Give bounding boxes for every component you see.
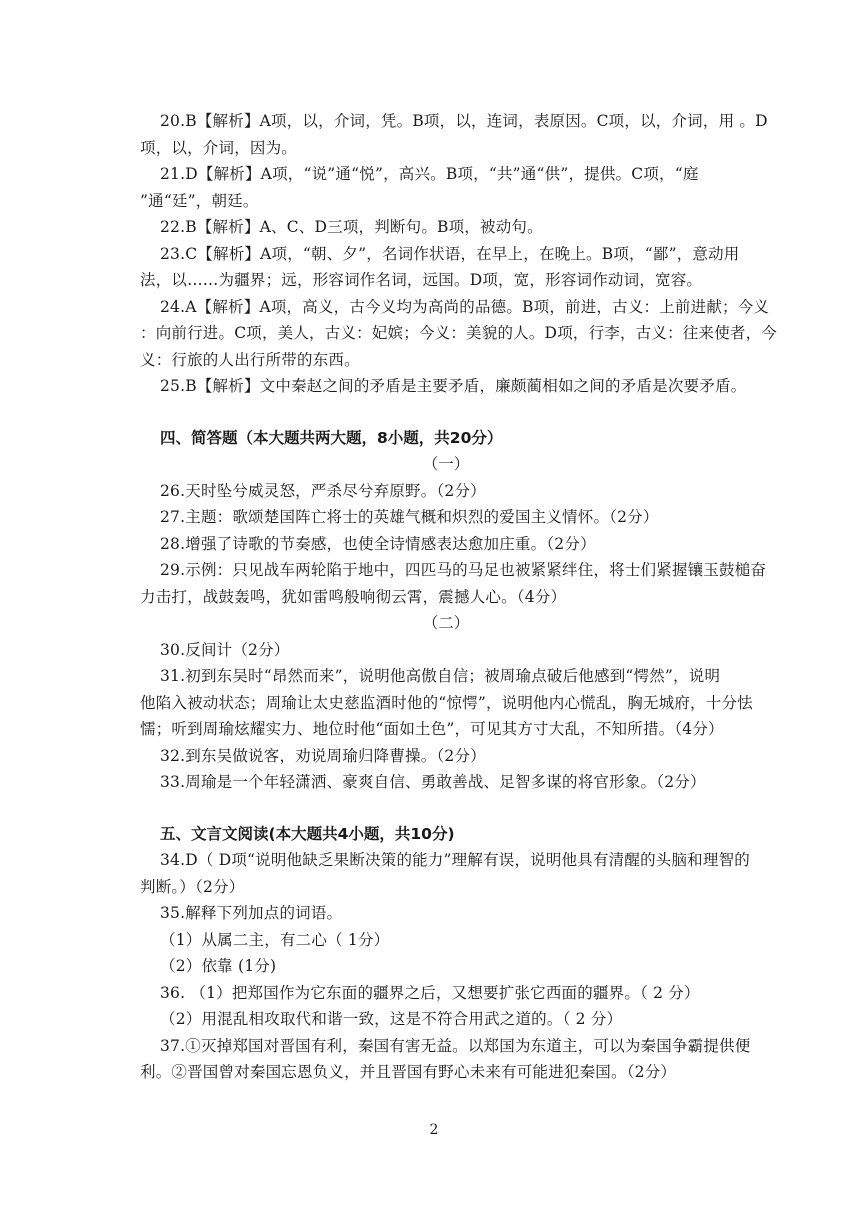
answer-24-line-2: ：向前行进。C项，美人，古义：妃嫔；今义：美貌的人。D项，行李，古义：往来使者，今 bbox=[140, 324, 777, 342]
answer-21-line-2: ”通“廷”，朝廷。 bbox=[140, 191, 259, 210]
section-4-part-1-label: （一） bbox=[422, 455, 470, 473]
answer-22-line-1: 22.B【解析】A、C、D三项，判断句。B项，被动句。 bbox=[160, 218, 543, 236]
answer-34-line-1: 34.D（ D项“说明他缺乏果断决策的能力”理解有误，说明他具有清醒的头脑和理智的 bbox=[160, 851, 750, 869]
answer-23-line-1: 23.C【解析】A项，“朝、夕”，名词作状语，在早上，在晚上。B项，“鄙”，意动用 bbox=[160, 244, 740, 263]
answer-31-line-2: 他陷入被动状态；周瑜让太史慈监酒时他的“惊愕”，说明他内心慌乱，胸无城府，十分怯 bbox=[140, 693, 753, 712]
answer-35-item-2: （2）依靠 (1分) bbox=[160, 957, 277, 975]
answer-32-line-1: 32.到东吴做说客，劝说周瑜归降曹操。（2分） bbox=[160, 746, 486, 765]
answer-27-line-1: 27.主题：歌颂楚国阵亡将士的英雄气概和炽烈的爱国主义情怀。（2分） bbox=[160, 508, 659, 526]
page-number: 2 bbox=[429, 1122, 439, 1138]
answer-31-line-1: 31.初到东吴时“昂然而来”，说明他高傲自信；被周瑜点破后他感到“愕然”，说明 bbox=[160, 667, 721, 685]
answer-37-line-1: 37.①灭掉郑国对晋国有利，秦国有害无益。以郑国为东道主，可以为秦国争霸提供便 bbox=[160, 1036, 751, 1055]
answer-30-line-1: 30.反间计（2分） bbox=[160, 640, 290, 659]
answer-35-item-1: （1）从属二主，有二心（ 1分） bbox=[160, 930, 390, 949]
answer-content bbox=[140, 108, 777, 1086]
answer-31-line-3: 懦；听到周瑜炫耀实力、地位时他“面如土色”，可见其方寸大乱，不知所措。（4分） bbox=[140, 720, 724, 738]
section-5-heading: 五、文言文阅读(本大题共4小题，共10分) bbox=[160, 824, 455, 843]
answer-20-line-1: 20.B【解析】A项，以，介词，凭。B项，以，连词，表原因。C项，以，介词，用 。D bbox=[160, 112, 768, 130]
answer-24-line-1: 24.A【解析】A项，高义，古今义均为高尚的品德。B项，前进，古义：上前进献；今义 bbox=[160, 297, 770, 316]
answer-35-line-1: 35.解释下列加点的词语。 bbox=[160, 904, 343, 922]
answer-29-line-2: 力击打，战鼓轰鸣，犹如雷鸣般响彻云霄，震撼人心。（4分） bbox=[140, 587, 567, 606]
answer-24-line-3: 义：行旅的人出行所带的东西。 bbox=[140, 350, 360, 369]
section-4-heading: 四、简答题（本大题共两大题，8小题，共20分） bbox=[160, 428, 503, 447]
section-4-part-2-label: （二） bbox=[422, 614, 470, 632]
answer-28-line-1: 28.增强了诗歌的节奏感，也使全诗情感表达愈加庄重。（2分） bbox=[160, 534, 596, 553]
answer-25-line-1: 25.B【解析】文中秦赵之间的矛盾是主要矛盾，廉颇蔺相如之间的矛盾是次要矛盾。 bbox=[160, 377, 747, 395]
answer-34-line-2: 判断。）（2分） bbox=[140, 877, 245, 896]
answer-20-line-2: 项，以，介词，因为。 bbox=[140, 138, 298, 157]
answer-21-line-1: 21.D【解析】A项，“说”通“悦”，高兴。B项，“共”通“供”，提供。C项，“庭 bbox=[160, 165, 699, 183]
answer-26-line-1: 26.天时坠兮威灵怒，严杀尽兮弃原野。（2分） bbox=[160, 481, 486, 500]
answer-33-line-1: 33.周瑜是一个年轻潇洒、豪爽自信、勇敢善战、足智多谋的将官形象。（2分） bbox=[160, 773, 706, 791]
answer-29-line-1: 29.示例：只见战车两轮陷于地中，四匹马的马足也被紧紧绊住，将士们紧握镶玉鼓槌奋 bbox=[160, 561, 767, 579]
answer-36-item-2: （2）用混乱相攻取代和谐一致，这是不符合用武之道的。（ 2 分） bbox=[160, 1010, 623, 1028]
answer-37-line-2: 利。②晋国曾对秦国忘恩负义，并且晋国有野心未来有可能进犯秦国。（2分） bbox=[140, 1063, 677, 1081]
answer-23-line-2: 法，以……为疆界；远，形容词作名词，远国。D项，宽，形容词作动词，宽容。 bbox=[140, 271, 703, 289]
answer-36-item-1: 36. （1）把郑国作为它东面的疆界之后，又想要扩张它西面的疆界。（ 2 分） bbox=[160, 983, 700, 1002]
